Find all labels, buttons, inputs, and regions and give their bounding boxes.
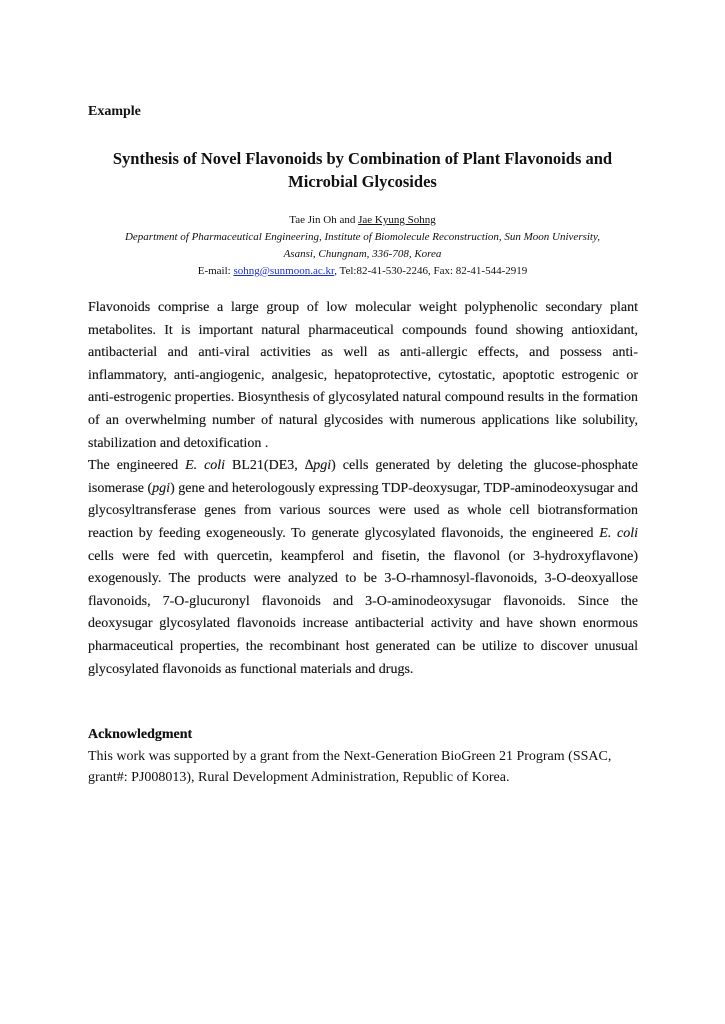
paragraph-2	[88, 455, 638, 681]
ack-line-1: This work was supported by a grant from the Next-Generation BioGreen 21 Program (SSAC,	[88, 749, 612, 764]
title-line-2: Microbial Glycosides	[288, 172, 437, 191]
email-link[interactable]: sohng@sunmoon.ac.kr	[233, 265, 335, 277]
title-line-1: Synthesis of Novel Flavonoids by Combination of Plant Flavonoids and	[112, 149, 613, 168]
p2-text-1: The engineered	[88, 458, 186, 474]
tel-fax: , Tel:82-41-530-2246, Fax: 82-41-544-2919	[334, 265, 528, 277]
abstract-body	[88, 297, 638, 681]
p2-ecoli-2: E. coli	[599, 525, 639, 541]
ack-line-2: grant#: PJ008013), Rural Development Administration, Republic of Korea.	[88, 769, 510, 785]
affiliation-line-1: Department of Pharmaceutical Engineering, Institute of Biomolecule Reconstruction, Sun Moon University,	[124, 231, 601, 243]
p2-ecoli-1: E. coli	[185, 458, 226, 474]
contact-line	[60, 263, 665, 280]
p2-text-2: BL21(DE3,	[225, 458, 305, 474]
author-2: Jae Kyung Sohng	[358, 214, 436, 226]
p2-text-5: cells were fed with quercetin, keampferol and fisetin, the flavonol (or 3-hydroxyflavone) exogenously. The products were analyzed to be 3-O-rhamnosyl-flavonoids, 3-O-deoxyallose flavonoids, 7-O-glucuronyl flavonoids and 3-O-aminodeoxysugar flavonoids. Since the deoxysugar glycosylated flavonoids increase antibacterial activity and have shown enormous pharmaceutical properties, the recombinant host generated can be utilize to discover unusual glycosylated flavonoids as functional materials and drugs.	[88, 548, 638, 677]
author-line	[60, 212, 665, 229]
email-prefix: E-mail:	[197, 265, 234, 277]
acknowledgment-text	[88, 747, 648, 788]
author-1: Tae Jin Oh	[289, 214, 337, 226]
p2-text-4: ) gene and heterologously expressing TDP-deoxysugar, TDP-aminodeoxysugar and glycosyltransferase genes from various sources were used as whole cell biotransformation reaction by feeding exogeneously. To generate glycosylated flavonoids, the engineered	[88, 480, 638, 541]
p2-pgi: pgi	[152, 480, 171, 496]
acknowledgment-heading: Acknowledgment	[88, 727, 193, 742]
p2-delta-pgi: ∆pgi	[304, 458, 332, 474]
section-label: Example	[88, 104, 141, 119]
author-block	[60, 212, 665, 280]
paragraph-1: Flavonoids comprise a large group of low molecular weight polyphenolic secondary plant metabolites. It is important natural pharmaceutical compounds found showing antioxidant, antibacterial and anti-viral activities as well as anti-allergic effects, and possess anti-inflammatory, anti-angiogenic, analgesic, hepatoprotective, cytostatic, apoptotic estrogenic or anti-estrogenic properties. Biosynthesis of glycosylated natural compound results in the formation of an overwhelming number of natural glycosides with numerous applications like solubility, stabilization and detoxification .	[88, 300, 638, 451]
author-conjunction: and	[336, 214, 359, 226]
affiliation-line-2: Asansi, Chungnam, 336-708, Korea	[283, 248, 442, 260]
p2-text-3: ) cells generated by deleting the glucose-phosphate isomerase (	[88, 458, 638, 496]
paper-title	[60, 147, 665, 193]
